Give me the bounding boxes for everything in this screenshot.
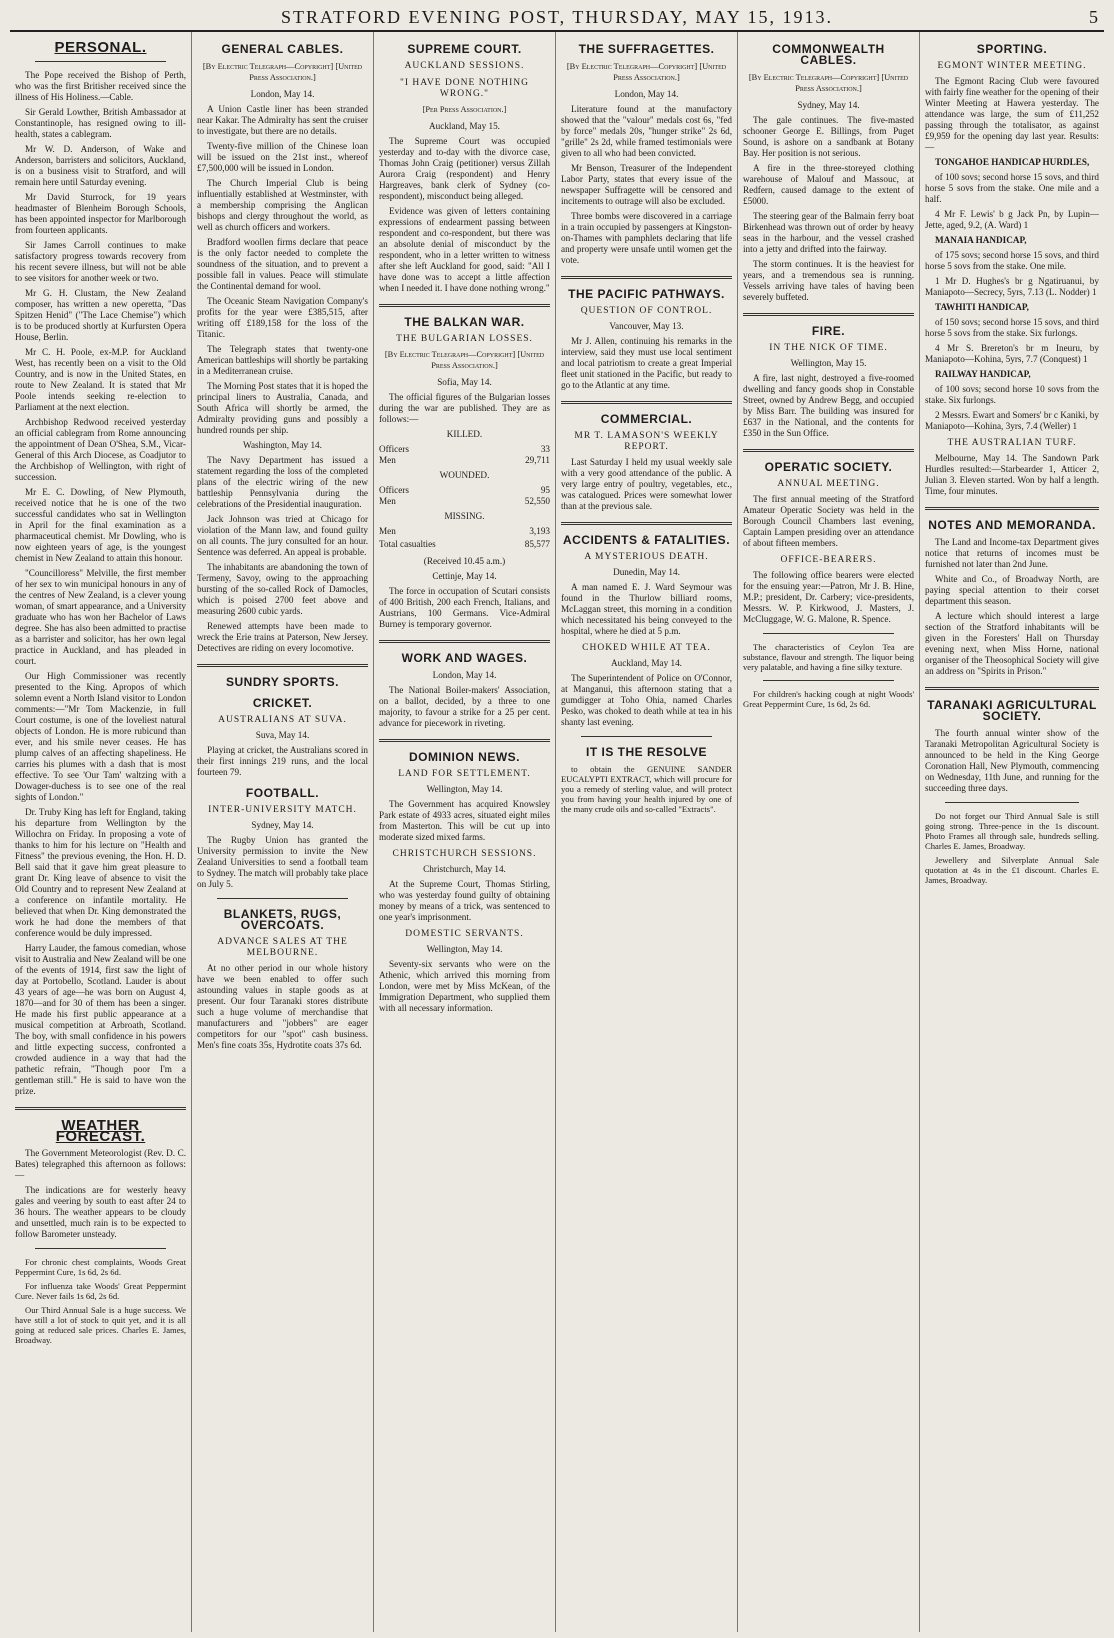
race-result: 2 Messrs. Ewart and Somers' br c Kaniki, by Maniapoto—Kohina, 3yrs, 7.4 (Weller) 1 (925, 410, 1099, 431)
pacific-heading: THE PACIFIC PATHWAYS. (568, 287, 725, 301)
weather-list (15, 1148, 186, 1240)
cricket-text: Playing at cricket, the Australians scored in their first innings 219 runs, and the local fourteen 79. (197, 745, 368, 777)
chch-sub: CHRISTCHURCH SESSIONS. (392, 849, 537, 859)
paragraph: The Morning Post states that it is hoped the principal liners to Australia, Canada, and South Africa will shortly be armed, the Admiralty providing guns and possibly a hundred rounds per ship. (197, 381, 368, 435)
fire-sub: IN THE NICK OF TIME. (769, 343, 888, 353)
paragraph: "Councilloress" Melville, the first member of her sex to win municipal honours in any of the centres of New Zealand, is a clever young woman, of smart appearance, and a University graduate who has won her Bachelor of Laws degree. She has also been admitted to practise as a barrister and solicitor, has her own legal practice in Auckland, and has pleaded in court. (15, 568, 186, 666)
general-cables-list-2 (197, 455, 368, 654)
paragraph: For chronic chest complaints, Woods Great Peppermint Cure, 1s 6d, 2s 6d. (15, 1257, 186, 1277)
accidents-dateline: Dunedin, May 14. (613, 567, 680, 577)
sporting-heading: SPORTING. (976, 42, 1048, 56)
pacific-sub: QUESTION OF CONTROL. (580, 306, 713, 316)
paragraph: Archbishop Redwood received yesterday an official cablegram from Rome announcing the appointment of Dean O'Shea, S.M., Vicar-General of this Arch Diocese, as Coadjutor to the Archbishop of Wellington, with right of succession. (15, 417, 186, 482)
court-dateline: Auckland, May 15. (429, 121, 500, 131)
commonwealth-list (743, 115, 914, 303)
column-personal (10, 32, 192, 1632)
col1-ads (15, 1257, 186, 1345)
losses-row (379, 444, 550, 455)
paragraph: The indications are for westerly heavy gales and veering by south to east after 24 to 36 hours. The weather appears to be cloudy and unsettled, much rain is to be expected to follow Barometer unsteady. (15, 1185, 186, 1239)
fire-text: A fire, last night, destroyed a five-roomed dwelling and fancy goods shop in Constable Street, owned by Andrew Begg, and occupied by Miss Barr. The building was insured for £637 in the National, and the contents for £350 in the Sun Office. (743, 373, 914, 438)
paragraph: Three bombs were discovered in a carriage in a train occupied by passengers at Kingston-on-Thames with pamphlets declaring that life and property were unsafe until women get the vote. (561, 211, 732, 265)
commonwealth-credit: [By Electric Telegraph—Copyright] [United Press Association.] (748, 73, 909, 93)
general-cables-dateline-2: Washington, May 14. (243, 440, 322, 450)
paragraph: A lecture which should interest a large section of the Stratford inhabitants will be given in the Foresters' Hall on Thursday evening next, when Miss Horne, national organiser of the Theosophical Society will give an address on "Spirits in Prison." (925, 611, 1099, 676)
turf-text: Melbourne, May 14. The Sandown Park Hurdles resulted:—Starbearder 1, Atticer 2, Julian 3. Eleven started. Won by half a length. Time, four minutes. (925, 453, 1099, 496)
egmont-intro: The Egmont Racing Club were favoured with fairly fine weather for the opening of their Winter Meeting at Hawera yesterday. The attendance was large, the sum of £11,252 passing through the totalisator, as against £9,959 for the opening day last year. Results:— (925, 76, 1099, 152)
accidents-text: A man named E. J. Ward Seymour was found in the Thurlow billiard rooms, McLaggan street, this morning in a condition which necessitated his being conveyed to the hospital, where he died at 5 p.m. (561, 582, 732, 636)
paragraph: The Supreme Court was occupied yesterday and to-day with the divorce case, Thomas John Craig (petitioner) versus Zillah Aurora Craig (respondent) and Henry Hargreaves, bank clerk of Sydney (co-respondent), misconduct being alleged. (379, 136, 550, 201)
suffragettes-dateline: London, May 14. (614, 89, 679, 99)
race-result: 4 Mr F. Lewis' b g Jack Pn, by Lupin—Jette, aged, 9.2, (A. Ward) 1 (925, 209, 1099, 230)
general-cables-list (197, 104, 368, 436)
court-credit: [Per Press Association.] (422, 105, 507, 114)
losses-category: MISSING. (444, 511, 485, 521)
operatic-sub: ANNUAL MEETING. (777, 479, 880, 489)
notes-list (925, 537, 1099, 677)
accidents-heading: ACCIDENTS & FATALITIES. (562, 533, 731, 547)
received-note: (Received 10.45 a.m.) (423, 556, 506, 566)
race-result: 4 Mr S. Brereton's br m Ineuru, by Maniapoto—Kohina, 5yrs, 7.7 (Conquest) 1 (925, 343, 1099, 364)
cettinje-text: The force in occupation of Scutari consists of 400 British, 200 each French, Italians, and Austrians, 100 Germans. Vice-Admiral Burney is temporary governor. (379, 586, 550, 629)
sundry-sports-heading: SUNDRY SPORTS. (225, 675, 340, 689)
pacific-text: Mr J. Allen, continuing his remarks in the interview, said they must use local sentiment and local patriotism to create a great Imperial fleet unit stationed in the Pacific, but ready to go to the Atlantic at any time. (561, 336, 732, 390)
personal-heading: PERSONAL. (54, 39, 147, 56)
chch-text: At the Supreme Court, Thomas Stirling, who was yesterday found guilty of obtaining money by means of a trick, was sentenced to one year's imprisonment. (379, 879, 550, 922)
losses-total-label: Total casualties (379, 539, 436, 549)
office-sub: OFFICE-BEARERS. (780, 555, 877, 565)
losses-row-value: 3,193 (529, 526, 550, 536)
paragraph: The Church Imperial Club is being influentially established at Westminster, with a membership comprising the Anglican bishops and clergy throughout the world, as well as church officers and workers. (197, 178, 368, 232)
balkan-heading: THE BALKAN WAR. (404, 315, 525, 329)
paragraph: The Oceanic Steam Navigation Company's profits for the year were £385,515, after writing off £189,158 for the loss of the Titanic. (197, 296, 368, 339)
paragraph: The Government Meteorologist (Rev. D. C. Bates) telegraphed this afternoon as follows:— (15, 1148, 186, 1180)
losses-total (379, 539, 550, 550)
operatic-text: The first annual meeting of the Stratford Amateur Operatic Society was held in the Borough Council Chambers last evening, Captain Lampen presiding over an attendance of about fifteen members. (743, 494, 914, 548)
remedy-text: to obtain the GENUINE SANDER EUCALYPTI EXTRACT, which will procure for you a remedy of sterling value, and will protect you from having your health injured by one of the many crude oils and so-called "Extracts". (561, 764, 732, 814)
paragraph: Mr G. H. Clustam, the New Zealand composer, has written a new operetta, "Das Spitzen Henid" ("The Lace Chemise") which is to be produced shortly at Kurfursten Opera House, Berlin. (15, 288, 186, 342)
suffragettes-heading: THE SUFFRAGETTES. (578, 42, 715, 56)
column-sporting (920, 32, 1104, 1632)
race-conditions: of 100 sovs; second horse 15 sovs, and third horse 5 sovs from the stake. One mile and a half. (925, 172, 1099, 204)
commercial-text: Last Saturday I held my usual weekly sale with a very good attendance of the public. A very large entry of poultry, vegetables, etc., was catalogued. Prices were somewhat lower than at the previous sale. (561, 457, 732, 511)
losses-row (379, 496, 550, 507)
paragraph: The Telegraph states that twenty-one American battleships will shortly be partaking in a Mediterranean cruise. (197, 344, 368, 376)
rugs-sub: ADVANCE SALES AT THE MELBOURNE. (217, 937, 348, 958)
choked-dateline: Auckland, May 14. (611, 658, 682, 668)
paragraph: The steering gear of the Balmain ferry boat Birkenhead was thrown out of order by heavy seas in the harbour, and the vessel crashed into a jetty and drifted into the fairway. (743, 211, 914, 254)
paragraph: The Pope received the Bishop of Perth, who was the first Britisher received since the illness of His Holiness.—Cable. (15, 70, 186, 102)
col5-ad: For children's hacking cough at night Woods' Great Peppermint Cure, 1s 6d, 2s 6d. (743, 689, 914, 709)
paragraph: The Land and Income-tax Department gives notice that returns of incomes must be furnished not later than 2nd June. (925, 537, 1099, 569)
accidents-sub: A MYSTERIOUS DEATH. (584, 552, 709, 562)
taranaki-heading: TARANAKI AGRICULTURAL SOCIETY. (927, 698, 1097, 723)
losses-row-label: Officers (379, 444, 409, 454)
football-heading: FOOTBALL. (245, 786, 320, 800)
work-heading: WORK AND WAGES. (401, 651, 528, 665)
personal-list (15, 70, 186, 1097)
page-number: 5 (1089, 7, 1098, 27)
losses-category: WOUNDED. (439, 470, 490, 480)
race-title: RAILWAY HANDICAP, (935, 369, 1031, 379)
paragraph: Mr E. C. Dowling, of New Plymouth, received notice that he is one of the two successful candidates who sat in Wellington in April for the final examination as a pharmaceutical chemist. Mr Dowling, who is now eighteen years of age, is the youngest chemist in New Zealand to attain this honour. (15, 487, 186, 563)
football-text: The Rugby Union has granted the University permission to invite the New Zealand Universities to send a football team to Sydney. The match will probably take place on July 5. (197, 835, 368, 889)
paragraph: Our Third Annual Sale is a huge success. We have still a lot of stock to quit yet, and it is all going at reduced sale prices. Charles E. James, Broadway. (15, 1305, 186, 1345)
supreme-court-heading: SUPREME COURT. (407, 42, 522, 56)
choked-sub: CHOKED WHILE AT TEA. (582, 643, 711, 653)
losses-row-value: 33 (540, 444, 550, 454)
losses-row (379, 526, 550, 537)
paragraph: Do not forget our Third Annual Sale is still going strong. Three-pence in the 1s discount. Photo Frames all through sale, hundreds selling. Charles E. James, Broadway. (925, 811, 1099, 851)
paragraph: Dr. Truby King has left for England, taking his departure from Wellington by the Willochra on Friday. In proposing a vote of thanks to him for his lecture on "Health and Fitness" the previous evening, the Hon. H. D. Bell said that it gave him great pleasure to grant Dr. King leave of absence to visit the Old Country and to represent New Zealand at a conference on infantile mortality. He believed that when Dr. King demonstrated the work he had done the members of that conference would be duly impressed. (15, 807, 186, 938)
paragraph: Jewellery and Silverplate Annual Sale quotation at 4s in the £1 discount. Charles E. James, Broadway. (925, 855, 1099, 885)
cettinje-dateline: Cettinje, May 14. (432, 571, 497, 581)
race-results (925, 157, 1099, 432)
paragraph: Literature found at the manufactory showed that the "valour" medals cost 6s, "fed by force" medals 20s, "hunger strike" 2s 6d, "grille" 2s 2d, while framed testimonials were given to all who had been convicted. (561, 104, 732, 158)
paragraph: A Union Castle liner has been stranded near Kakar. The Admiralty has sent the cruiser to investigate, but there are no details. (197, 104, 368, 136)
paragraph: Mr Benson, Treasurer of the Independent Labor Party, states that every issue of the newspaper Suffragette will be censored and incitements to outrage will also be excluded. (561, 163, 732, 206)
notes-heading: NOTES AND MEMORANDA. (928, 518, 1096, 532)
court-list (379, 136, 550, 294)
work-text: The National Boiler-makers' Association, on a ballot, decided, by a three to one majority, to favour a strike for a 25 per cent. advance for piecework in riveting. (379, 685, 550, 728)
general-cables-heading: GENERAL CABLES. (221, 42, 344, 56)
column-commonwealth (738, 32, 920, 1632)
losses-row-value: 95 (540, 485, 550, 495)
commonwealth-dateline: Sydney, May 14. (797, 100, 860, 110)
paragraph: Mr W. D. Anderson, of Wake and Anderson, barristers and solicitors, Auckland, is on a business visit to Stratford, and will remain here until Saturday evening. (15, 144, 186, 187)
race-conditions: of 150 sovs; second horse 15 sovs, and third horse 5 sovs from the stake. Six furlongs. (925, 317, 1099, 338)
egmont-sub: EGMONT WINTER MEETING. (937, 61, 1087, 71)
turf-sub: THE AUSTRALIAN TURF. (947, 438, 1077, 448)
paragraph: For influenza take Woods' Great Peppermint Cure. Never fails 1s 6d, 2s 6d. (15, 1281, 186, 1301)
losses-row-label: Officers (379, 485, 409, 495)
race-title: MANAIA HANDICAP, (935, 235, 1027, 245)
losses-table (379, 429, 550, 537)
paragraph: Harry Lauder, the famous comedian, whose visit to Australia and New Zealand will be one of the events of 1914, first saw the light of day at Portobello, Scotland. Lauder is about 43 years of age—he was born on August 4, 1870—and for 30 of them has been a singer. He made his first public appearance at a musical competition at Arbroath, Scotland. The boy, with small confidence in his powers and little expecting success, confronted a crowded audience in a way that had the pathetic refrain, "Though poor I'm a gentleman still." He is said to have won the prize. (15, 943, 186, 1096)
auckland-sessions: AUCKLAND SESSIONS. (404, 61, 525, 71)
rugs-text: At no other period in our whole history have we been enabled to offer such astounding values in staple goods as at present. Our four Taranaki stores distribute such a huge volume of merchandise that manufacturers and "jobbers" are eager competitors for our "spot" cash business. Men's fine coats 35s, Hydrotite coats 37s 6d. (197, 963, 368, 1050)
race-conditions: of 100 sovs; second horse 10 sovs from the stake. Six furlongs. (925, 384, 1099, 405)
paragraph: The gale continues. The five-masted schooner George E. Billings, from Puget Sound, is ashore on a sandbank at Botany Bay. Her position is not serious. (743, 115, 914, 158)
domestic-sub: DOMESTIC SERVANTS. (405, 929, 524, 939)
paragraph: Our High Commissioner was recently presented to the King. Apropos of which solemn event a North Island visitor to London comments:—"Mr Tom Mackenzie, in full Court costume, is one of the loveliest natural objects of London. He is more rubicund than ever, and his smile never ceases. He has plump calves of an affecting shapeliness. He carries his plumes with a dash that is most effective. To see 'Our Tam' waltzing with a Dowager-duchess is to see one of the real sights of London." (15, 671, 186, 802)
suffragettes-list (561, 104, 732, 266)
cricket-sub: AUSTRALIANS AT SUVA. (218, 715, 347, 725)
column-suffragettes (556, 32, 738, 1632)
dominion-heading: DOMINION NEWS. (409, 750, 520, 764)
losses-row-label: Men (379, 455, 396, 465)
columns (10, 32, 1104, 1632)
paragraph: Jack Johnson was tried at Chicago for violation of the Mann law, and found guilty on all counts. The jury consulted for an hour. Sentence was deferred. An appeal is probable. (197, 514, 368, 557)
balkan-intro: The official figures of the Bulgarian losses during the war are published. They are as follows:— (379, 392, 550, 424)
work-dateline: London, May 14. (432, 670, 497, 680)
operatic-heading: OPERATIC SOCIETY. (764, 460, 893, 474)
balkan-sub: THE BULGARIAN LOSSES. (396, 334, 533, 344)
football-sub: INTER-UNIVERSITY MATCH. (208, 805, 357, 815)
pacific-dateline: Vancouver, May 13. (609, 321, 684, 331)
court-quote: "I HAVE DONE NOTHING WRONG." (400, 78, 529, 99)
suffragettes-credit: [By Electric Telegraph—Copyright] [United Press Association.] (566, 62, 727, 82)
weather-heading: WEATHER FORECAST. (55, 1117, 146, 1145)
ceylon-ad: The characteristics of Ceylon Tea are substance, flavour and strength. The liquor being very palatable, and having a fine silky texture. (743, 642, 914, 672)
dominion-sub: LAND FOR SETTLEMENT. (398, 769, 531, 779)
football-dateline: Sydney, May 14. (251, 820, 314, 830)
losses-row (379, 455, 550, 466)
col6-ads (925, 811, 1099, 885)
masthead (10, 6, 1104, 32)
general-cables-dateline: London, May 14. (250, 89, 315, 99)
fire-dateline: Wellington, May 15. (790, 358, 867, 368)
dominion-text: The Government has acquired Knowsley Park estate of 4933 acres, situated eight miles from Masterton. This will be cut up into moderate sized mixed farms. (379, 799, 550, 842)
paragraph: Mr David Sturrock, for 19 years headmaster of Blenheim Borough Schools, has been appointed inspector for Marlborough from fourteen applicants. (15, 192, 186, 235)
balkan-dateline: Sofia, May 14. (437, 377, 492, 387)
rugs-heading: BLANKETS, RUGS, OVERCOATS. (223, 907, 342, 932)
domestic-dateline: Wellington, May 14. (426, 944, 503, 954)
race-title: TONGAHOE HANDICAP HURDLES, (935, 157, 1090, 167)
commercial-sub: MR T. LAMASON'S WEEKLY REPORT. (574, 431, 719, 452)
column-supreme-court (374, 32, 556, 1632)
race-result: 1 Mr D. Hughes's br g Ngatiruanui, by Maniapoto—Secrecy, 5yrs, 7.13 (L. Nodder) 1 (925, 276, 1099, 297)
losses-row-label: Men (379, 496, 396, 506)
choked-text: The Superintendent of Police on O'Connor, at Manganui, this afternoon stating that a gumdigger at Toho Ohia, named Charles Pesko, was choked to death while at tea in his shanty last evening. (561, 673, 732, 727)
paragraph: Sir Gerald Lowther, British Ambassador at Constantinople, has resigned owing to ill-health, states a cablegram. (15, 107, 186, 139)
balkan-credit: [By Electric Telegraph—Copyright] [United Press Association.] (384, 350, 545, 370)
fire-heading: FIRE. (811, 324, 846, 338)
remedy-heading: IT IS THE RESOLVE (586, 745, 707, 759)
paragraph: The Navy Department has issued a statement regarding the loss of the completed plans of the electric wiring of the new battleship Pennsylvania during the celebrations of the Presidential inauguration. (197, 455, 368, 509)
commercial-heading: COMMERCIAL. (600, 412, 693, 426)
paragraph: Mr C. H. Poole, ex-M.P. for Auckland West, has recently been on a visit to the Old Country, and is now in the United States, en route to New Zealand. It is stated that Mr Poole intends seeking re-election to Parliament at the next election. (15, 347, 186, 412)
paragraph: Evidence was given of letters containing expressions of endearment passing between respondent and co-respondent, but there was an absolute denial of misconduct by the respondent, who in a letter written to witness after she left Auckland for good, said: "All I have done was to accept a little affection when I needed it. I have done nothing wrong." (379, 206, 550, 293)
losses-category: KILLED. (446, 429, 483, 439)
losses-row (379, 485, 550, 496)
paragraph: A fire in the three-storeyed clothing warehouse of Malouf and Massouc, at Redfern, caused damage to the extent of £5000. (743, 163, 914, 206)
masthead-title: STRATFORD EVENING POST, THURSDAY, MAY 15, 1913. (280, 7, 834, 27)
commonwealth-heading: COMMONWEALTH CABLES. (772, 42, 885, 67)
column-general-cables (192, 32, 374, 1632)
dominion-dateline: Wellington, May 14. (426, 784, 503, 794)
cricket-dateline: Suva, May 14. (255, 730, 310, 740)
cricket-heading: CRICKET. (252, 696, 313, 710)
paragraph: Twenty-five million of the Chinese loan will be issued on the 21st inst., whereof £7,500,000 will be issued in London. (197, 141, 368, 173)
chch-dateline: Christchurch, May 14. (423, 864, 506, 874)
paragraph: Sir James Carroll continues to make satisfactory progress towards recovery from his recent severe illness, but will not be able to see visitors for another week or two. (15, 240, 186, 283)
losses-row-value: 52,550 (524, 496, 550, 506)
general-cables-credit: [By Electric Telegraph—Copyright] [United Press Association.] (202, 62, 363, 82)
taranaki-text: The fourth annual winter show of the Taranaki Metropolitan Agricultural Society is announced to be held in the King George Coronation Hall, New Plymouth, commencing on Wednesday, 11th June, and running for the succeeding three days. (925, 728, 1099, 793)
losses-total-value: 85,577 (524, 539, 550, 549)
paragraph: The storm continues. It is the heaviest for years, and a tremendous sea is running. Vessels arriving have tales of having been severely buffeted. (743, 259, 914, 302)
paragraph: Bradford woollen firms declare that peace is the only factor needed to complete the soundness of the situation, and to prevent a possible fall in values. Peace will stimulate the Continental demand for wool. (197, 237, 368, 291)
paragraph: The inhabitants are abandoning the town of Termeny, Savoy, owing to the approaching bursting of the so-called Rock of Damocles, which is poised 2700 feet above and measuring 2600 cubic yards. (197, 562, 368, 616)
paragraph: White and Co., of Broadway North, are paying special attention to their corset department this season. (925, 574, 1099, 606)
losses-row-label: Men (379, 526, 396, 536)
race-conditions: of 175 sovs; second horse 15 sovs, and third horse 5 sovs from the stake. One mile. (925, 250, 1099, 271)
domestic-text: Seventy-six servants who were on the Athenic, which arrived this morning from London, were met by Miss McKean, of the Immigration Department, who supplied them with all necessary information. (379, 959, 550, 1013)
office-text: The following office bearers were elected for the ensuing year:—Patron, Mr J. B. Hine, M.P.; president, Dr. Carbery; vice-presidents, Messrs. W. P. Kirkwood, J. Masters, J. McCluggage, W. G. Malone, R. Spence. (743, 570, 914, 624)
losses-row-value: 29,711 (525, 455, 550, 465)
paragraph: Renewed attempts have been made to wreck the Erie trains at Paterson, New Jersey. Detectives are riding on every locomotive. (197, 621, 368, 653)
race-title: TAWHITI HANDICAP, (935, 302, 1029, 312)
